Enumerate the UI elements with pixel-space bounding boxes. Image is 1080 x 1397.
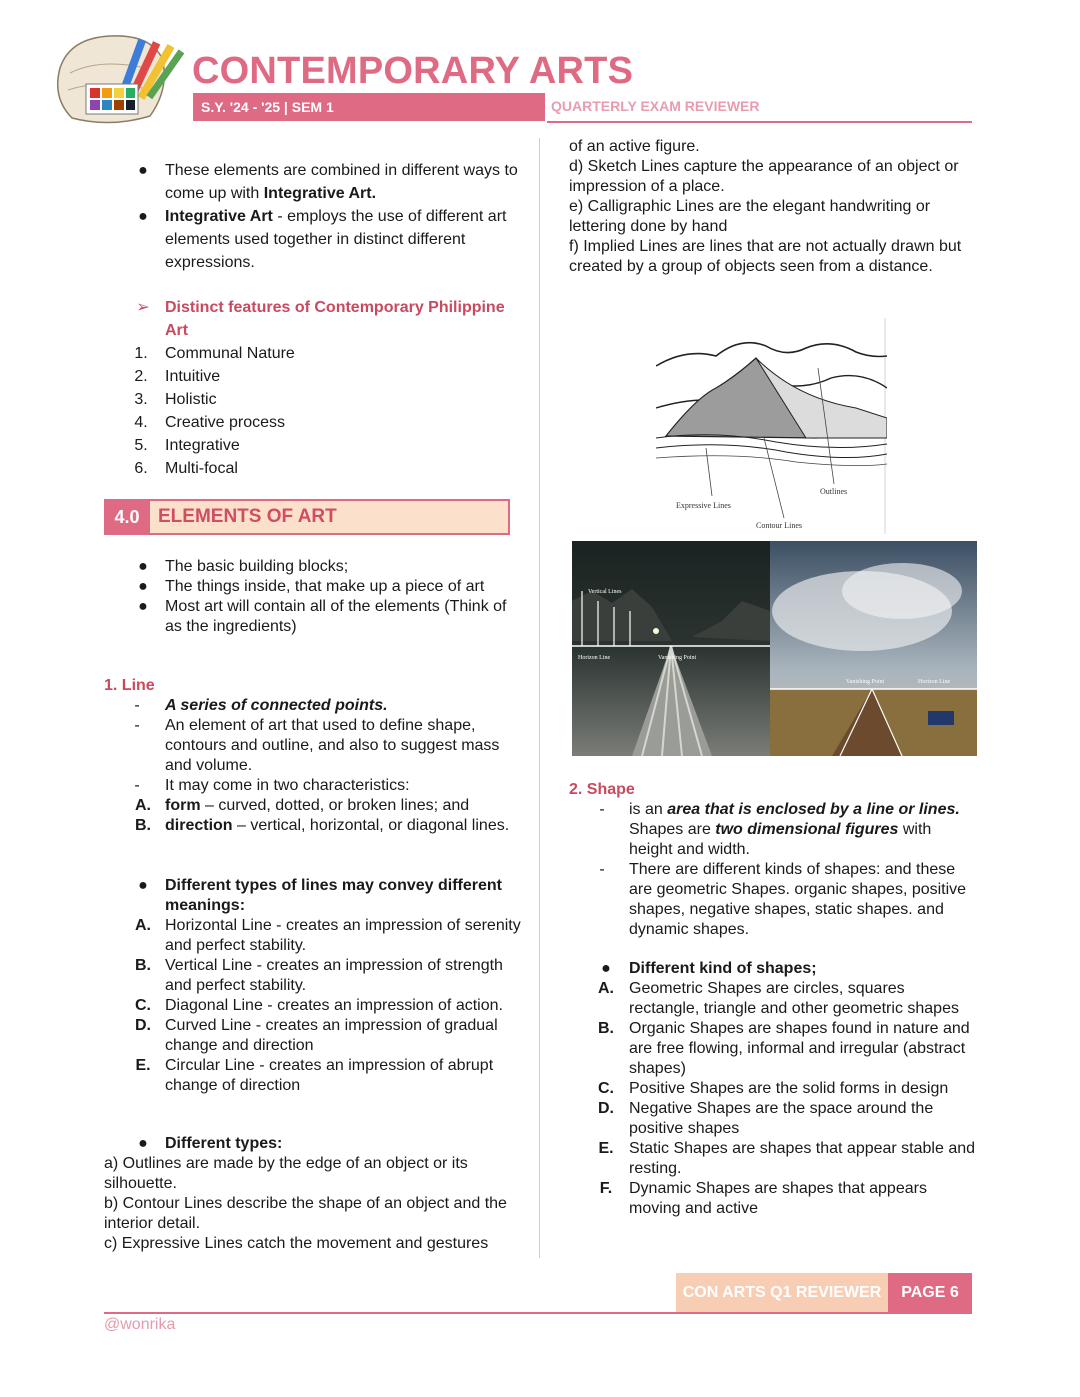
vertical-lines-label: Vertical Lines xyxy=(588,589,622,595)
bullet-icon: ● xyxy=(601,960,611,977)
horizon-line-label-2: Horizon Line xyxy=(918,679,951,685)
list-item: B. Vertical Line - creates an impression of strength and perfect stability. xyxy=(135,957,503,994)
list-item xyxy=(104,159,524,205)
line-types-figure xyxy=(656,318,887,534)
list-heading: ● Different kind of shapes; xyxy=(569,959,979,979)
list-item: ● The things inside, that make up a piece of art xyxy=(104,577,524,597)
vanishing-point-label-2: Vanishing Point xyxy=(846,679,885,685)
list-item: A. Horizontal Line - creates an impression of serenity and perfect stability. xyxy=(135,917,521,954)
bullet-icon: ● xyxy=(138,877,148,894)
list-item: - is an area that is enclosed by a line or lines. Shapes are two dimensional figures with height and width. xyxy=(599,801,960,858)
section-title: ELEMENTS OF ART xyxy=(158,506,337,527)
types-text: a) Outlines are made by the edge of an object or its silhouette. b) Contour Lines describe the shape of an object and the interior detail. c) Expressive Lines catch the movement and gestures xyxy=(104,1155,507,1252)
list-item: 6. Multi-focal xyxy=(134,460,238,477)
intro-term: Integrative Art xyxy=(165,208,273,225)
bullet-icon: ● xyxy=(138,598,148,615)
features-block xyxy=(104,296,524,480)
footer-divider xyxy=(104,1312,972,1314)
list-item: 1. Communal Nature xyxy=(134,345,295,362)
list-item: C. Positive Shapes are the solid forms in design xyxy=(598,1080,949,1097)
list-item: F. Dynamic Shapes are shapes that appears moving and active xyxy=(599,1180,927,1217)
intro-text: - employs the use of different art elements used together in distinct different expressions. xyxy=(165,208,507,271)
features-heading: ➢ Distinct features of Contemporary Philippine Art xyxy=(104,296,524,342)
intro-term: Integrative Art. xyxy=(263,185,377,202)
page-number: PAGE 6 xyxy=(901,1284,959,1301)
shape-kinds-list xyxy=(569,959,979,1219)
list-item: - A series of connected points. xyxy=(134,697,388,714)
line-types xyxy=(104,1134,524,1254)
list-item: D. Curved Line - creates an impression of gradual change and direction xyxy=(135,1017,498,1054)
list-item: D. Negative Shapes are the space around the positive shapes xyxy=(598,1100,934,1137)
list-item: 3. Holistic xyxy=(134,391,217,408)
list-item: - An element of art that used to define shape, contours and outline, and also to suggest mass and volume. xyxy=(134,717,500,774)
list-item: ● Most art will contain all of the elements (Think of as the ingredients) xyxy=(104,597,524,637)
list-item: ● The basic building blocks; xyxy=(104,557,524,577)
line-section xyxy=(104,676,524,836)
outlines-label: Outlines xyxy=(820,487,848,496)
list-item: A. form – curved, dotted, or broken lines; and xyxy=(135,797,470,814)
list-heading: ● Different types of lines may convey different meanings: xyxy=(104,876,524,916)
bullet-icon: ● xyxy=(138,1135,148,1152)
bullet-icon: ● xyxy=(138,578,148,595)
contour-lines-label: Contour Lines xyxy=(756,521,802,530)
list-item: A. Geometric Shapes are circles, squares rectangle, triangle and other geometric shapes xyxy=(598,980,959,1017)
elements-list xyxy=(104,557,524,637)
document-title: CONTEMPORARY ARTS xyxy=(192,50,634,92)
footer-label: CON ARTS Q1 REVIEWER xyxy=(682,1284,882,1301)
shape-heading: 2. Shape xyxy=(569,781,635,798)
arrowhead-icon: ➢ xyxy=(136,299,150,316)
header-divider xyxy=(547,121,972,123)
expressive-lines-label: Expressive Lines xyxy=(676,501,731,510)
list-heading: ● Different types: xyxy=(104,1134,524,1154)
intro-text: These elements are combined in different ways to come up with xyxy=(165,162,518,202)
shape-section xyxy=(569,780,979,940)
intro-list xyxy=(104,159,524,274)
school-year-banner: S.Y. '24 - '25 | SEM 1 xyxy=(193,93,545,121)
horizon-photos xyxy=(572,541,977,756)
list-item: 2. Intuitive xyxy=(134,368,221,385)
list-item: E. Static Shapes are shapes that appear stable and resting. xyxy=(598,1140,976,1177)
list-item: 5. Integrative xyxy=(134,437,240,454)
author-handle: @wonrika xyxy=(104,1316,176,1333)
list-item: - There are different kinds of shapes: and these are geometric Shapes. organic shapes, positive shapes, negative shapes, static shapes. and dynamic shapes. xyxy=(599,861,967,938)
line-meanings xyxy=(104,876,524,1096)
section-number: 4.0 xyxy=(104,499,150,535)
column-divider xyxy=(539,138,540,1258)
bullet-icon: ● xyxy=(138,208,148,225)
types-continued: of an active figure. d) Sketch Lines capture the appearance of an object or impression of a place. e) Calligraphic Lines are the elegant handwriting or lettering done by hand f) Implied Lines are lines that are not actually drawn but created by a group of objects seen from a distance. xyxy=(569,138,962,275)
list-item: 4. Creative process xyxy=(134,414,286,431)
list-item: B. Organic Shapes are shapes found in nature and are free flowing, informal and irregular (abstract shapes) xyxy=(598,1020,970,1077)
bullet-icon: ● xyxy=(138,558,148,575)
vanishing-point-label: Vanishing Point xyxy=(658,655,697,661)
list-item: C. Diagonal Line - creates an impression of action. xyxy=(135,997,503,1014)
bullet-icon: ● xyxy=(138,162,148,179)
list-item: B. direction – vertical, horizontal, or diagonal lines. xyxy=(135,817,510,834)
document-subtitle: QUARTERLY EXAM REVIEWER xyxy=(551,98,760,114)
list-item: - It may come in two characteristics: xyxy=(134,777,410,794)
horizon-line-label: Horizon Line xyxy=(578,655,611,661)
list-item xyxy=(104,205,524,274)
list-item: E. Circular Line - creates an impression of abrupt change of direction xyxy=(135,1057,494,1094)
art-supplies-illustration xyxy=(50,28,190,130)
line-heading: 1. Line xyxy=(104,677,155,694)
